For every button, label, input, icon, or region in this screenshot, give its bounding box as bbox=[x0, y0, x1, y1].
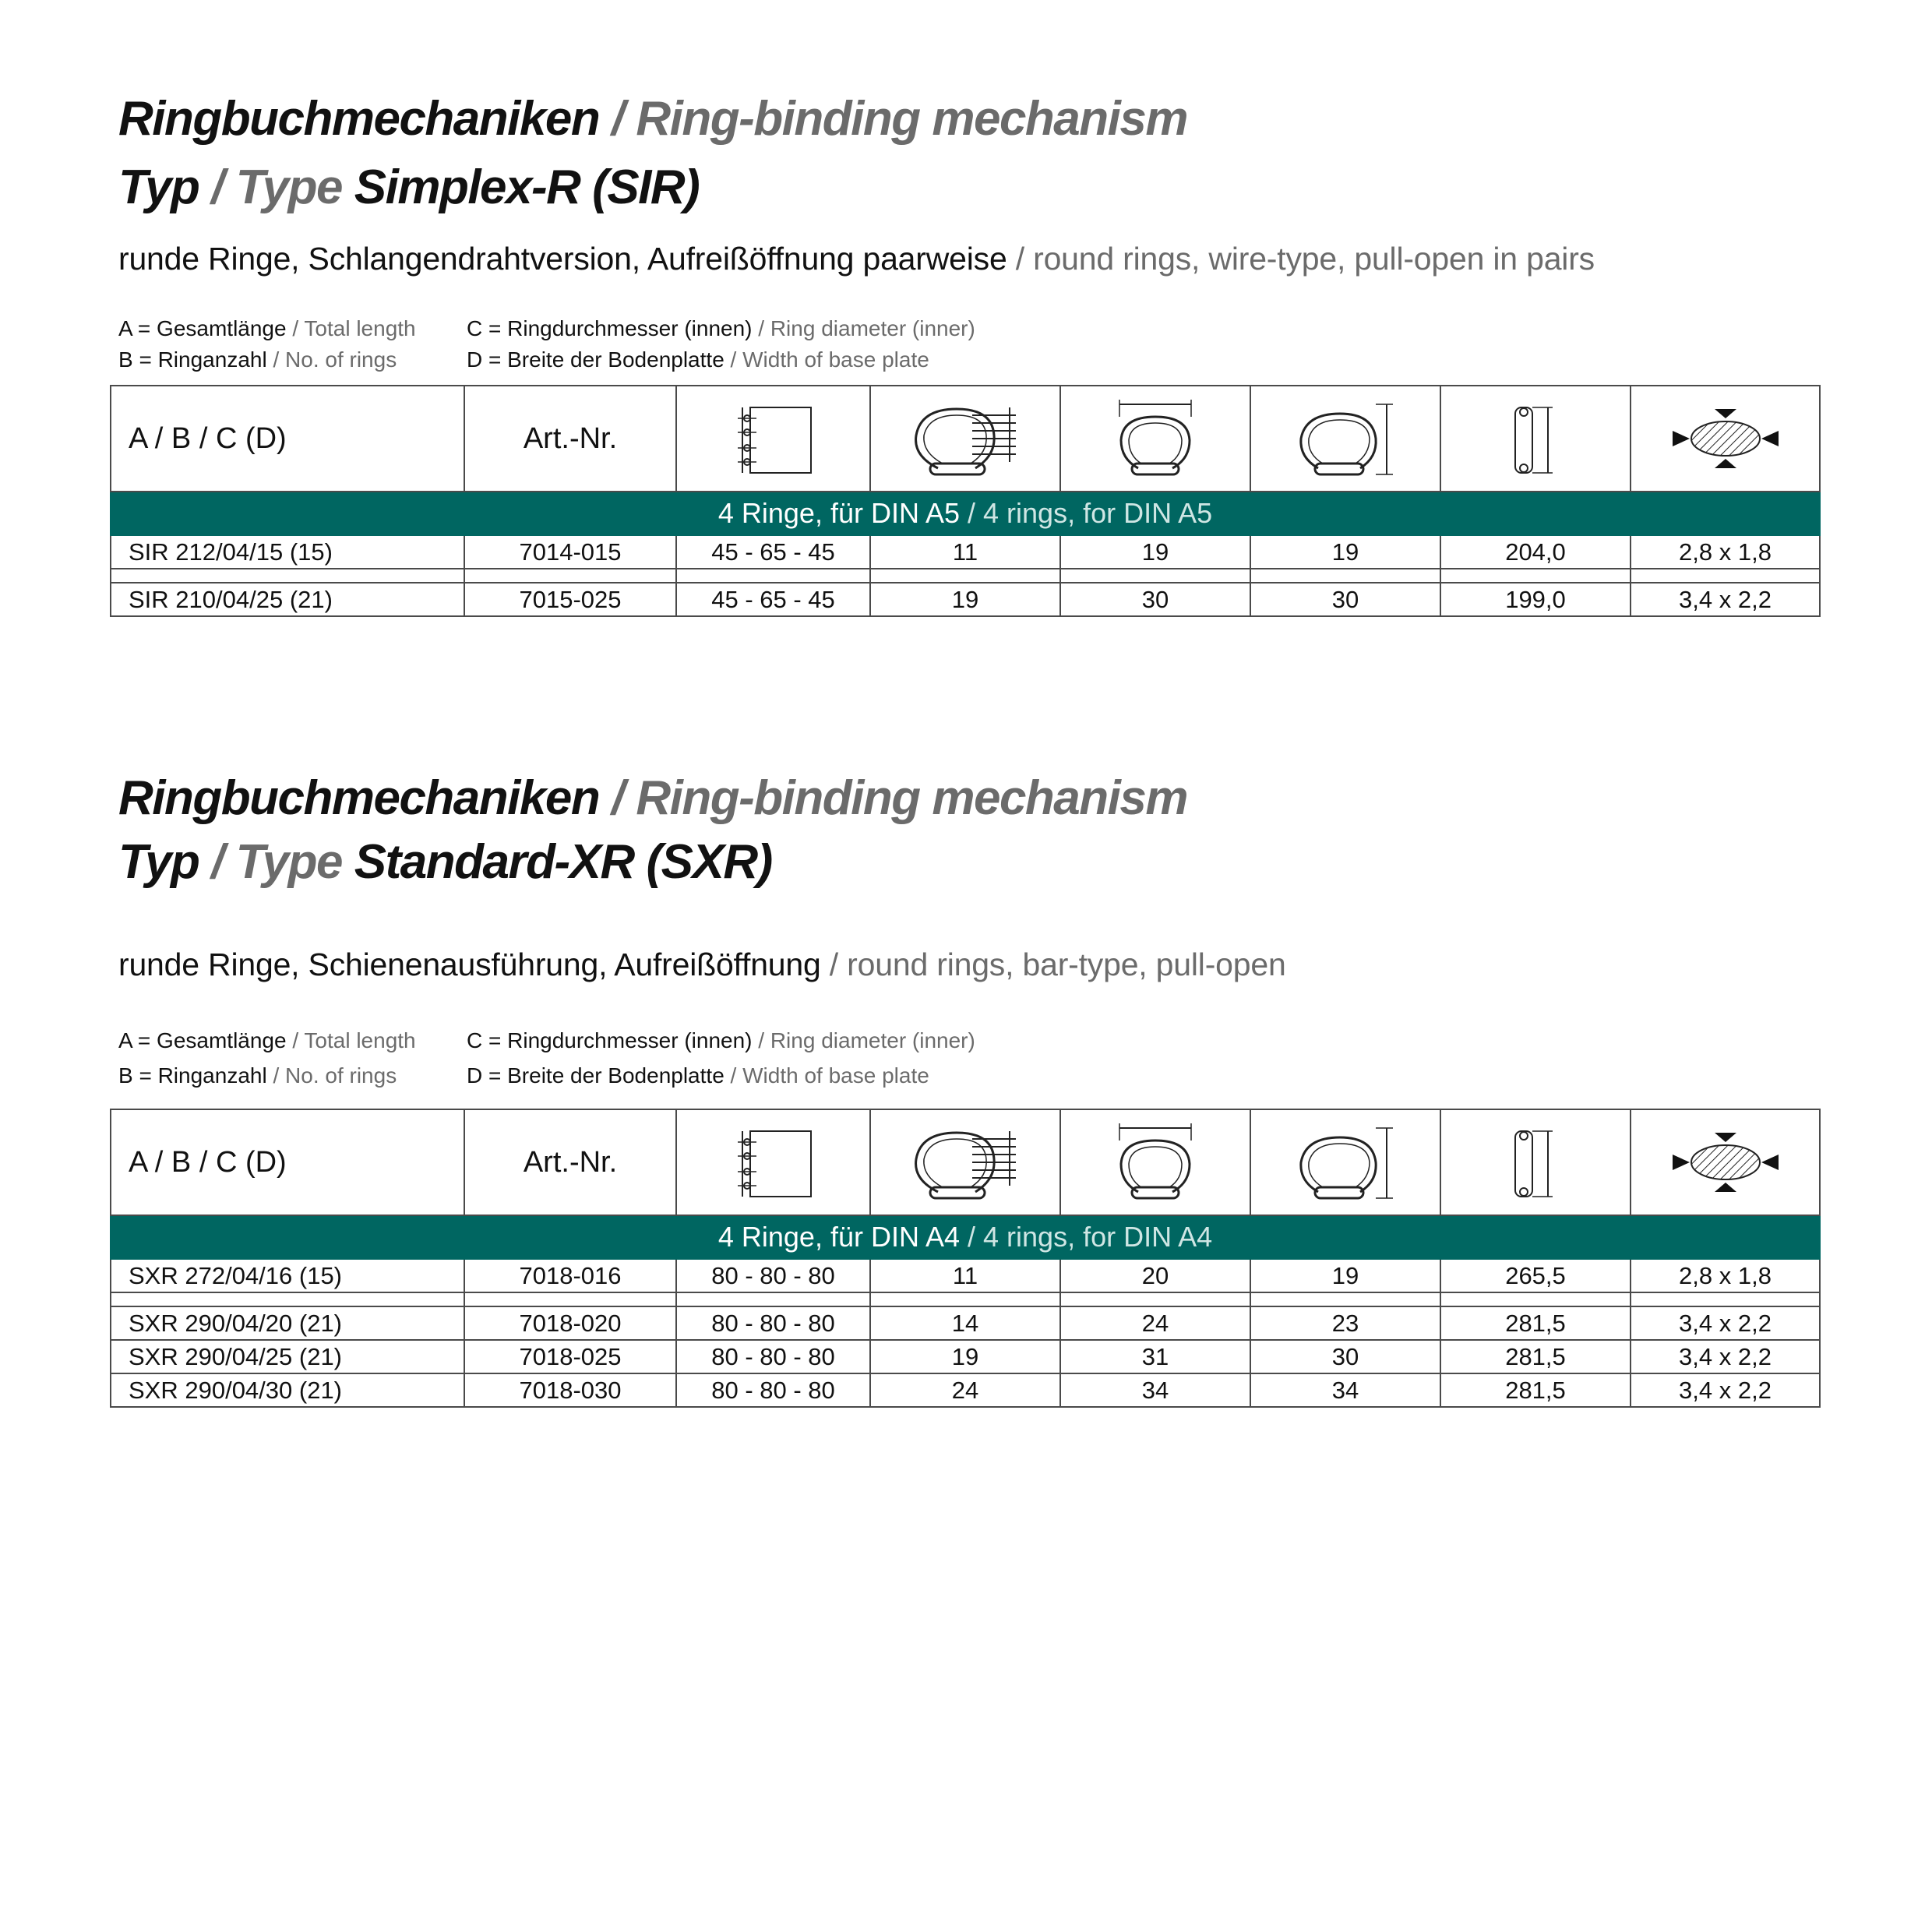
type-name: Standard-XR (SXR) bbox=[342, 835, 772, 889]
title-de: Ringbuchmechaniken bbox=[118, 92, 600, 146]
spec-table bbox=[110, 385, 1821, 617]
table-cell: 7018-016 bbox=[464, 1259, 676, 1292]
legend-text: / Ring diameter (inner) bbox=[752, 1028, 975, 1052]
legend-b bbox=[118, 1065, 397, 1087]
legend-c bbox=[467, 1030, 975, 1052]
table-row bbox=[111, 1340, 1820, 1373]
section-title: Ringbuchmechaniken / Ring-binding mechanism bbox=[118, 771, 1187, 825]
table-cell: 80 - 80 - 80 bbox=[676, 1340, 870, 1373]
ring-width-diagram-icon bbox=[1060, 386, 1250, 492]
table-cell: 7014-015 bbox=[464, 535, 676, 569]
type-title: Typ / Type Standard-XR (SXR) bbox=[118, 835, 772, 889]
spacer-cell bbox=[111, 569, 464, 583]
table-cell: 2,8 x 1,8 bbox=[1631, 535, 1820, 569]
spacer-cell bbox=[870, 1292, 1060, 1306]
legend-text: / Ring diameter (inner) bbox=[752, 316, 975, 340]
table-cell: SXR 272/04/16 (15) bbox=[111, 1259, 464, 1292]
table-cell: 281,5 bbox=[1440, 1340, 1631, 1373]
spacer-cell bbox=[1060, 569, 1250, 583]
spacer-cell bbox=[111, 1292, 464, 1306]
base-plate-cross-section-icon bbox=[1631, 386, 1820, 492]
table-cell: 45 - 65 - 45 bbox=[676, 535, 870, 569]
table-cell: 19 bbox=[870, 583, 1060, 616]
table-cell: 14 bbox=[870, 1306, 1060, 1340]
spacer-cell bbox=[1440, 1292, 1631, 1306]
table-cell: 2,8 x 1,8 bbox=[1631, 1259, 1820, 1292]
table-cell: 11 bbox=[870, 535, 1060, 569]
ring-height-diagram-icon bbox=[1250, 386, 1440, 492]
table-cell: 30 bbox=[1250, 1340, 1440, 1373]
table-cell: 7015-025 bbox=[464, 583, 676, 616]
table-cell: 24 bbox=[870, 1373, 1060, 1407]
table-cell: 7018-030 bbox=[464, 1373, 676, 1407]
table-cell: 11 bbox=[870, 1259, 1060, 1292]
legend-text: C = Ringdurchmesser (innen) bbox=[467, 1028, 753, 1052]
table-row bbox=[111, 583, 1820, 616]
spacer-cell bbox=[464, 569, 676, 583]
legend-text: / No. of rings bbox=[266, 1063, 397, 1088]
table-cell: SIR 210/04/25 (21) bbox=[111, 583, 464, 616]
legend-text: / Total length bbox=[286, 1028, 416, 1052]
table-group-band: 4 Ringe, für DIN A4 / 4 rings, for DIN A4 bbox=[111, 1215, 1820, 1259]
table-cell: 20 bbox=[1060, 1259, 1250, 1292]
table-cell: 80 - 80 - 80 bbox=[676, 1373, 870, 1407]
table-cell: 19 bbox=[1250, 535, 1440, 569]
spacer-cell bbox=[676, 1292, 870, 1306]
legend-a bbox=[118, 1030, 416, 1052]
table-cell: SXR 290/04/20 (21) bbox=[111, 1306, 464, 1340]
legend-c bbox=[467, 318, 975, 340]
table-cell: 281,5 bbox=[1440, 1306, 1631, 1340]
legend-text: / Width of base plate bbox=[724, 347, 929, 372]
table-cell: 19 bbox=[1250, 1259, 1440, 1292]
section-subtitle: runde Ringe, Schienenausführung, Aufreißöffnung / round rings, bar-type, pull-open bbox=[118, 947, 1286, 982]
table-cell: 3,4 x 2,2 bbox=[1631, 1340, 1820, 1373]
table-spacer-row bbox=[111, 569, 1820, 583]
table-spacer-row bbox=[111, 1292, 1820, 1306]
table-cell: 265,5 bbox=[1440, 1259, 1631, 1292]
table-cell: 3,4 x 2,2 bbox=[1631, 583, 1820, 616]
title-en: Ring-binding mechanism bbox=[636, 92, 1187, 146]
table-header-row bbox=[111, 1109, 1820, 1215]
legend-d bbox=[467, 1065, 929, 1087]
table-cell: 30 bbox=[1060, 583, 1250, 616]
table-cell: 80 - 80 - 80 bbox=[676, 1259, 870, 1292]
base-plate-length-diagram-icon bbox=[1440, 386, 1631, 492]
table-row bbox=[111, 1373, 1820, 1407]
spacer-cell bbox=[676, 569, 870, 583]
spacer-cell bbox=[870, 569, 1060, 583]
table-row bbox=[111, 535, 1820, 569]
type-name: Simplex-R (SIR) bbox=[342, 160, 700, 214]
ring-width-diagram-icon bbox=[1060, 1109, 1250, 1215]
ring-height-diagram-icon bbox=[1250, 1109, 1440, 1215]
legend-text: B = Ringanzahl bbox=[118, 347, 267, 372]
table-cell: 23 bbox=[1250, 1306, 1440, 1340]
spacer-cell bbox=[1631, 1292, 1820, 1306]
table-cell: 34 bbox=[1060, 1373, 1250, 1407]
table-row bbox=[111, 1306, 1820, 1340]
type-title: Typ / Type Simplex-R (SIR) bbox=[118, 160, 700, 214]
spacer-cell bbox=[1250, 1292, 1440, 1306]
header-abcd: A / B / C (D) bbox=[111, 386, 464, 492]
table-row bbox=[111, 1259, 1820, 1292]
spacer-cell bbox=[1250, 569, 1440, 583]
table-cell: SIR 212/04/15 (15) bbox=[111, 535, 464, 569]
legend-text: D = Breite der Bodenplatte bbox=[467, 1063, 724, 1088]
table-group-band: 4 Ringe, für DIN A5 / 4 rings, for DIN A5 bbox=[111, 492, 1820, 535]
legend-a bbox=[118, 318, 416, 340]
legend-text: B = Ringanzahl bbox=[118, 1063, 267, 1088]
table-cell: 7018-020 bbox=[464, 1306, 676, 1340]
ring-spacing-diagram-icon bbox=[676, 386, 870, 492]
legend-text: / No. of rings bbox=[266, 347, 397, 372]
ring-capacity-diagram-icon bbox=[870, 1109, 1060, 1215]
spec-table bbox=[110, 1109, 1821, 1408]
legend-text: A = Gesamtlänge bbox=[118, 1028, 287, 1052]
legend-text: / Width of base plate bbox=[724, 1063, 929, 1088]
table-cell: 3,4 x 2,2 bbox=[1631, 1373, 1820, 1407]
base-plate-length-diagram-icon bbox=[1440, 1109, 1631, 1215]
table-cell: SXR 290/04/30 (21) bbox=[111, 1373, 464, 1407]
table-cell: 199,0 bbox=[1440, 583, 1631, 616]
base-plate-cross-section-icon bbox=[1631, 1109, 1820, 1215]
header-art-nr: Art.-Nr. bbox=[464, 1109, 676, 1215]
title-en: Ring-binding mechanism bbox=[636, 771, 1187, 825]
legend-text: A = Gesamtlänge bbox=[118, 316, 287, 340]
table-cell: 19 bbox=[1060, 535, 1250, 569]
table-cell: 30 bbox=[1250, 583, 1440, 616]
title-de: Ringbuchmechaniken bbox=[118, 771, 600, 825]
ring-spacing-diagram-icon bbox=[676, 1109, 870, 1215]
table-cell: 24 bbox=[1060, 1306, 1250, 1340]
legend-d bbox=[467, 349, 929, 371]
legend-text: / Total length bbox=[286, 316, 416, 340]
legend-b bbox=[118, 349, 397, 371]
table-cell: SXR 290/04/25 (21) bbox=[111, 1340, 464, 1373]
legend-text: D = Breite der Bodenplatte bbox=[467, 347, 724, 372]
table-cell: 3,4 x 2,2 bbox=[1631, 1306, 1820, 1340]
table-cell: 7018-025 bbox=[464, 1340, 676, 1373]
table-cell: 19 bbox=[870, 1340, 1060, 1373]
ring-capacity-diagram-icon bbox=[870, 386, 1060, 492]
header-abcd: A / B / C (D) bbox=[111, 1109, 464, 1215]
table-header-row bbox=[111, 386, 1820, 492]
table-cell: 80 - 80 - 80 bbox=[676, 1306, 870, 1340]
header-art-nr: Art.-Nr. bbox=[464, 386, 676, 492]
spacer-cell bbox=[1060, 1292, 1250, 1306]
section-subtitle: runde Ringe, Schlangendrahtversion, Aufreißöffnung paarweise / round rings, wire-type, pull-open in pairs bbox=[118, 241, 1595, 277]
section-title: Ringbuchmechaniken / Ring-binding mechanism bbox=[118, 92, 1187, 146]
table-cell: 34 bbox=[1250, 1373, 1440, 1407]
table-cell: 204,0 bbox=[1440, 535, 1631, 569]
legend-text: C = Ringdurchmesser (innen) bbox=[467, 316, 753, 340]
table-cell: 281,5 bbox=[1440, 1373, 1631, 1407]
spacer-cell bbox=[1440, 569, 1631, 583]
table-cell: 45 - 65 - 45 bbox=[676, 583, 870, 616]
spacer-cell bbox=[464, 1292, 676, 1306]
table-cell: 31 bbox=[1060, 1340, 1250, 1373]
spacer-cell bbox=[1631, 569, 1820, 583]
